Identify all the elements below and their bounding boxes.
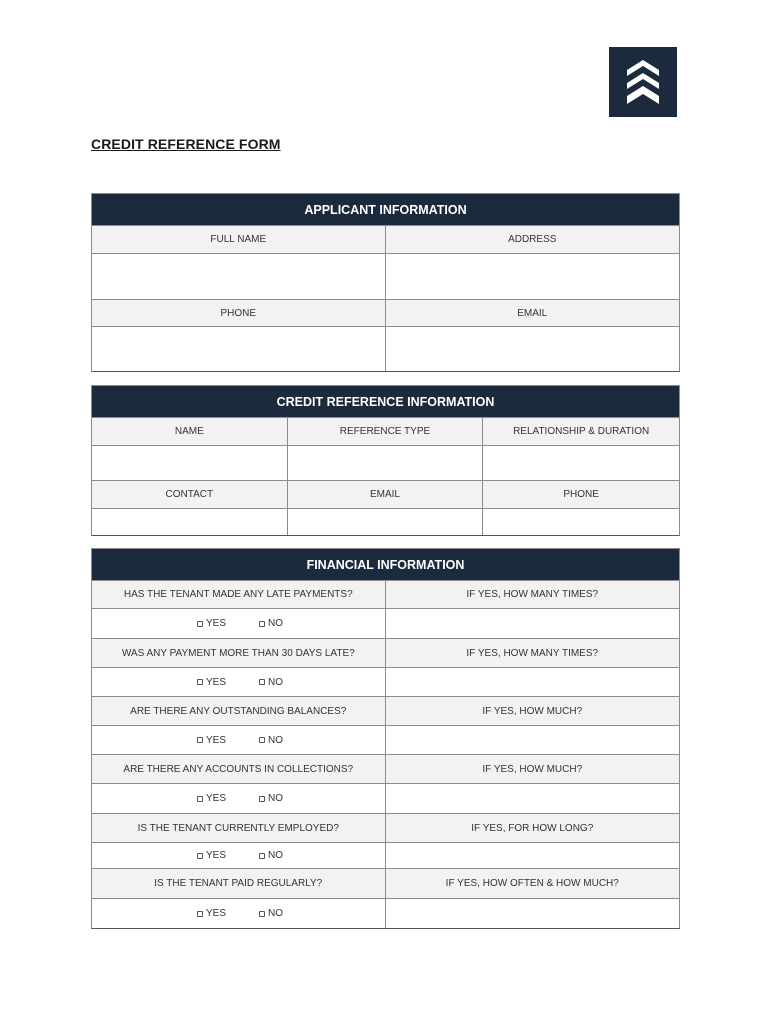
- followup-field[interactable]: [386, 668, 680, 696]
- yes-no-options: [92, 609, 386, 638]
- followup-field[interactable]: [386, 726, 680, 754]
- contact-field[interactable]: [92, 509, 288, 535]
- reference-type-field[interactable]: [288, 446, 484, 480]
- credit-reference-section: [91, 385, 680, 536]
- email-label: EMAIL: [386, 300, 680, 326]
- yes-label: YES: [206, 676, 227, 688]
- no-label: NO: [268, 850, 283, 861]
- checkbox-icon[interactable]: [259, 796, 265, 802]
- question-label: HAS THE TENANT MADE ANY LATE PAYMENTS?: [92, 581, 386, 608]
- section-header: APPLICANT INFORMATION: [92, 194, 679, 225]
- checkbox-icon[interactable]: [259, 737, 265, 743]
- question-label: ARE THERE ANY ACCOUNTS IN COLLECTIONS?: [92, 755, 386, 783]
- checkbox-icon[interactable]: [259, 853, 265, 859]
- question-label: IS THE TENANT CURRENTLY EMPLOYED?: [92, 814, 386, 842]
- yes-no-options: [92, 726, 386, 754]
- followup-label: IF YES, HOW MUCH?: [386, 755, 680, 783]
- checkbox-icon[interactable]: [197, 853, 203, 859]
- yes-label: YES: [206, 793, 227, 804]
- applicant-section: [91, 193, 680, 372]
- checkbox-icon[interactable]: [197, 796, 203, 802]
- yes-option[interactable]: [197, 793, 259, 804]
- yes-no-options: [92, 899, 386, 928]
- reference-email-label: EMAIL: [288, 481, 484, 508]
- followup-label: IF YES, HOW OFTEN & HOW MUCH?: [386, 869, 680, 898]
- followup-label: IF YES, HOW MANY TIMES?: [386, 581, 680, 608]
- checkbox-icon[interactable]: [259, 911, 265, 917]
- checkbox-icon[interactable]: [259, 621, 265, 627]
- checkbox-icon[interactable]: [197, 737, 203, 743]
- no-option[interactable]: [259, 793, 321, 804]
- followup-field[interactable]: [386, 609, 680, 638]
- no-option[interactable]: [259, 735, 321, 746]
- followup-label: IF YES, FOR HOW LONG?: [386, 814, 680, 842]
- no-label: NO: [268, 793, 283, 804]
- reference-phone-field[interactable]: [483, 509, 679, 535]
- page-title: CREDIT REFERENCE FORM: [91, 136, 281, 152]
- followup-field[interactable]: [386, 784, 680, 813]
- no-label: NO: [268, 618, 283, 629]
- no-option[interactable]: [259, 908, 321, 919]
- yes-option[interactable]: [197, 850, 259, 861]
- reference-type-label: REFERENCE TYPE: [288, 418, 484, 445]
- address-label: ADDRESS: [386, 226, 680, 253]
- section-header: FINANCIAL INFORMATION: [92, 549, 679, 580]
- financial-section: [91, 548, 680, 929]
- question-label: WAS ANY PAYMENT MORE THAN 30 DAYS LATE?: [92, 639, 386, 667]
- followup-field[interactable]: [386, 899, 680, 928]
- reference-name-label: NAME: [92, 418, 288, 445]
- no-label: NO: [268, 676, 283, 688]
- yes-no-options: [92, 668, 386, 696]
- no-label: NO: [268, 908, 283, 919]
- full-name-field[interactable]: [92, 254, 386, 299]
- followup-label: IF YES, HOW MANY TIMES?: [386, 639, 680, 667]
- checkbox-icon[interactable]: [197, 911, 203, 917]
- no-option[interactable]: [259, 618, 321, 629]
- no-option[interactable]: [259, 677, 321, 688]
- no-label: NO: [268, 734, 283, 746]
- relationship-duration-label: RELATIONSHIP & DURATION: [483, 418, 679, 445]
- yes-label: YES: [206, 618, 227, 629]
- contact-label: CONTACT: [92, 481, 288, 508]
- reference-email-field[interactable]: [288, 509, 484, 535]
- checkbox-icon[interactable]: [197, 679, 203, 685]
- address-field[interactable]: [386, 254, 680, 299]
- question-label: IS THE TENANT PAID REGULARLY?: [92, 869, 386, 898]
- section-header: CREDIT REFERENCE INFORMATION: [92, 386, 679, 417]
- followup-field[interactable]: [386, 843, 680, 868]
- question-label: ARE THERE ANY OUTSTANDING BALANCES?: [92, 697, 386, 725]
- relationship-duration-field[interactable]: [483, 446, 679, 480]
- reference-name-field[interactable]: [92, 446, 288, 480]
- yes-option[interactable]: [197, 735, 259, 746]
- email-field[interactable]: [386, 327, 680, 371]
- reference-phone-label: PHONE: [483, 481, 679, 508]
- checkbox-icon[interactable]: [197, 621, 203, 627]
- yes-no-options: [92, 784, 386, 813]
- yes-no-options: [92, 843, 386, 868]
- yes-option[interactable]: [197, 908, 259, 919]
- checkbox-icon[interactable]: [259, 679, 265, 685]
- yes-option[interactable]: [197, 618, 259, 629]
- yes-option[interactable]: [197, 677, 259, 688]
- phone-field[interactable]: [92, 327, 386, 371]
- yes-label: YES: [206, 908, 227, 919]
- full-name-label: FULL NAME: [92, 226, 386, 253]
- yes-label: YES: [206, 850, 227, 861]
- yes-label: YES: [206, 734, 227, 746]
- followup-label: IF YES, HOW MUCH?: [386, 697, 680, 725]
- no-option[interactable]: [259, 850, 321, 861]
- phone-label: PHONE: [92, 300, 386, 326]
- company-logo-icon: [609, 47, 677, 117]
